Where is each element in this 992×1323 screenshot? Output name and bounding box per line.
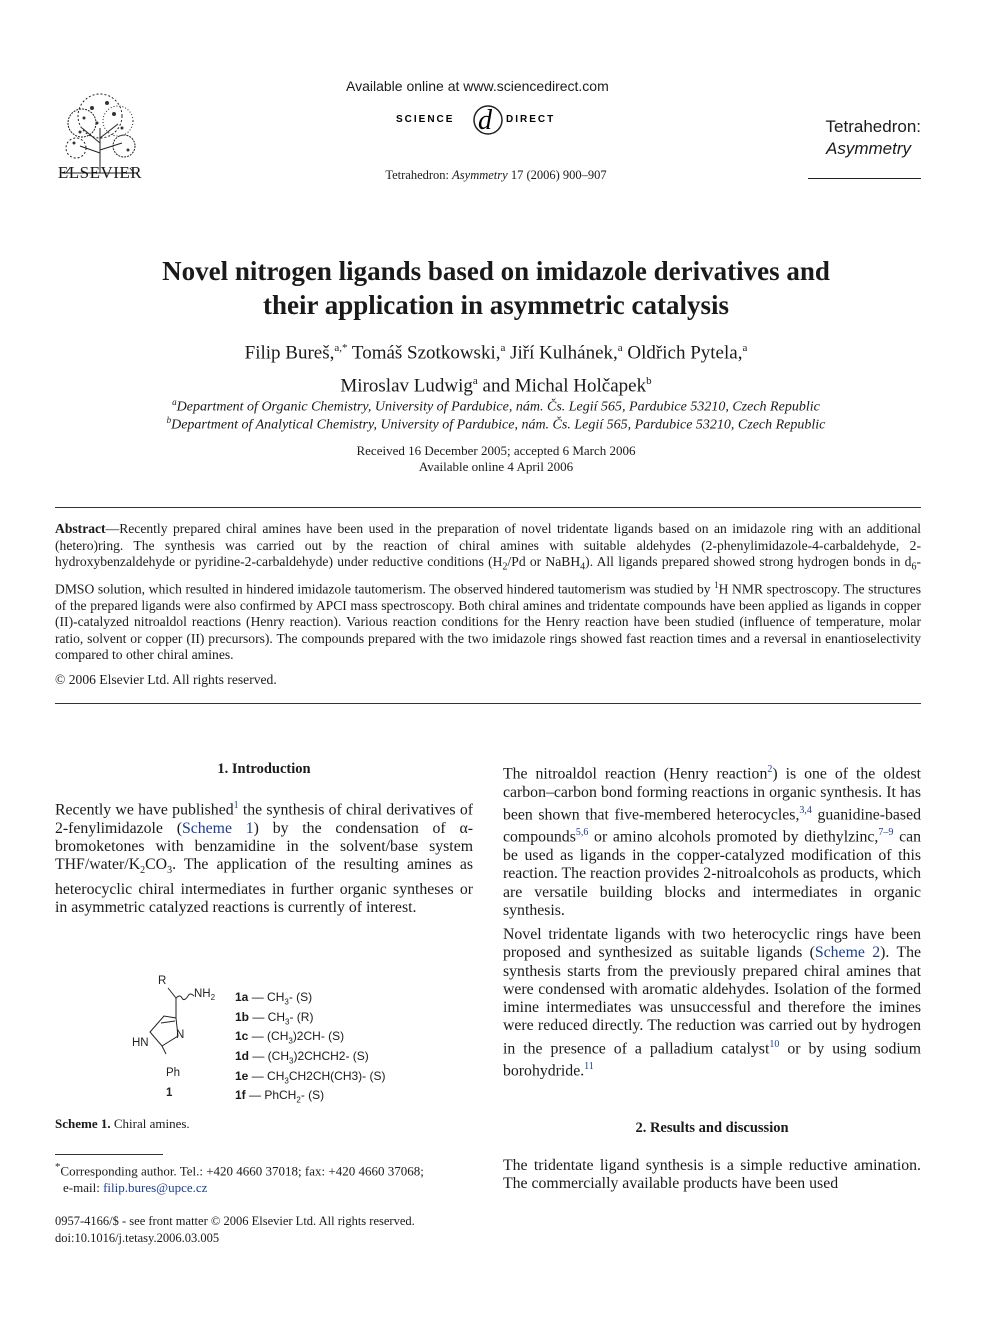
compound-rest: - (S) (300, 1088, 325, 1103)
compound-formula: — PhCH (245, 1088, 297, 1103)
compound-subscript: 3 (285, 1017, 290, 1027)
compound-subscript: 3 (284, 1076, 289, 1086)
compound-row (235, 1049, 385, 1069)
compound-rest: )2CH- (S) (292, 1029, 345, 1044)
compound-formula: — CH (248, 990, 285, 1004)
author-list: Filip Bureš,$^{a,*}$ Tomáš Szotkowski,$^a$ Jiří Kulhánek,$^a$ Oldřich Pytela,$^a$ Miroslav Ludwig$^a$ and Michal Holčapek$^b$ (244, 342, 748, 397)
ref-10-link[interactable]: 10 (769, 1038, 780, 1050)
ref-11-link[interactable]: 11 (584, 1061, 594, 1073)
compound-row (235, 990, 385, 1010)
abstract-label: Abstract (55, 521, 106, 536)
intro-paragraph: Recently we have published$^1$ the synthesis of chiral derivatives of 2-fenylimidazole (Scheme 1) by the condensation of α-bromoketones with benzamidine in the solvent/base system THF/$water/K_2CO_3$. The application of the resulting amines as heterocyclic chiral intermediates in further organic syntheses or in asymmetric catalyzed reactions is currently of interest. (55, 800, 473, 916)
journal-citation: Tetrahedron: Asymmetry 17 (2006) 900–907 (385, 168, 607, 182)
compound-row (235, 1069, 385, 1089)
compound-row (235, 1010, 385, 1030)
journal-name (805, 116, 921, 160)
compound-row (235, 1029, 385, 1049)
ref-2-link[interactable]: 2 (767, 764, 773, 775)
available-date: Available online 4 April 2006 (418, 459, 574, 474)
compound-subscript: 3 (289, 1056, 294, 1066)
compound-id: 1e (235, 1068, 249, 1083)
scheme-NH2-label: $NH_2$ (194, 988, 216, 1002)
scheme-compound-number: 1 (166, 1087, 173, 1099)
sd-direct-text: DIRECT (506, 114, 556, 125)
affiliation-a: $^a$Department of Organic Chemistry, University of Pardubice, nám. Čs. Legií 565, Pardubice 53210, Czech Republic (172, 397, 820, 415)
journal-name-line2: Asymmetry (826, 139, 911, 158)
compound-id: 1b (235, 1009, 250, 1024)
ref-5-6-link[interactable]: 5,6 (575, 827, 589, 839)
abstract-rule-top (55, 507, 921, 508)
corresponding-author-footnote: *Corresponding author. Tel.: +420 4660 37018; fax: +420 4660 37068; e-mail: filip.bures@upce.cz (55, 1161, 424, 1196)
ref-7-9-link[interactable]: 7–9 (878, 827, 894, 839)
ref-3-4-link[interactable]: 3,4 (799, 804, 812, 816)
compound-row (235, 1088, 385, 1108)
scheme-1-caption: Scheme 1. Chiral amines. (55, 1116, 190, 1131)
compound-rest: - (R) (289, 1009, 314, 1024)
scheme-HN-label: HN (132, 1037, 149, 1049)
tridentate-ligands-paragraph: Novel tridentate ligands with two heterocyclic rings have been proposed and synthesized as suitable ligands (Scheme 2). The synthesis starts from the previously prepared chiral amines that were condensed with aromatic aldehydes. Isolation of the formed imine intermediates was unsuccessful and therefore the imines were reduced directly. The reduction was carried out by hydrogen in the presence of a palladium catalyst$^{10}$ or by using sodium borohydride.$^{11}$ (503, 926, 921, 1080)
results-paragraph: The tridentate ligand synthesis is a simple reductive amination. The commercially available products have been used (503, 1157, 921, 1193)
section-heading-results: 2. Results and discussion (635, 1120, 789, 1136)
article-title: Novel nitrogen ligands based on imidazole derivatives and their application in asymmetric catalysis (162, 256, 830, 320)
compound-rest: - (S) (288, 990, 313, 1004)
compound-id: 1f (235, 1088, 246, 1103)
abstract-copyright: © 2006 Elsevier Ltd. All rights reserved. (55, 672, 277, 687)
doi-text: doi:10.1016/j.tetasy.2006.03.005 (55, 1231, 220, 1245)
scheme-Ph-label: Ph (166, 1067, 181, 1079)
scheme-N-label: N (176, 1029, 185, 1041)
journal-name-line1: Tetrahedron: (825, 117, 921, 136)
compound-list (235, 990, 385, 1108)
ref-1-link[interactable]: 1 (233, 800, 239, 811)
compound-subscript: 2 (296, 1095, 301, 1105)
scheme-R-label: R (158, 975, 167, 987)
compound-rest: )2CHCH2- (S) (293, 1049, 369, 1064)
compound-formula: — CH (248, 1068, 285, 1083)
abstract-rule-bottom (55, 703, 921, 704)
abstract: Abstract—Recently prepared chiral amines have been used in the preparation of novel tridentate ligands based on an imidazole ring with an additional (hetero)ring. The synthesis was carried out by the reaction of chiral amines with suitable aldehydes (2-phenylimidazole-4-carbaldehyde, 2-hydroxybenzaldehyde or pyridine-2-carbaldehyde) under reductive conditions ($H_2/Pd$ or NaBH$_4$). All ligands prepared showed strong hydrogen bonds in $d_6$-DMSO solution, which resulted in hindered imidazole tautomerism. The observed hindered tautomerism was studied by $^1$H NMR spectroscopy. The structures of the prepared ligands were also confirmed by APCI mass spectroscopy. Both chiral amines and tridentate compounds have been applied as ligands in copper (II)-catalyzed nitroaldol reactions (Henry reaction). Various reaction conditions for the Henry reaction have been studied (influence of temperature, molar ratio, solvent or copper (II) precursors). The compounds prepared with the two imidazole rings showed fast reaction times and a reversal in enantioselectivity compared to other chiral amines. (55, 521, 922, 663)
publisher-name: ELSEVIER (57, 163, 143, 182)
compound-id: 1c (235, 1029, 249, 1044)
sd-science-text: SCIENCE (396, 114, 455, 125)
compound-subscript: 3 (288, 1036, 293, 1046)
compound-formula: — (CH (248, 1029, 289, 1044)
compound-rest: CH2CH(CH3)- (S) (288, 1068, 386, 1083)
received-date: Received 16 December 2005; accepted 6 March 2006 (356, 443, 636, 458)
section-heading-introduction: 1. Introduction (217, 761, 311, 777)
compound-formula: — CH (249, 1009, 286, 1024)
email-link[interactable]: filip.bures@upce.cz (103, 1180, 208, 1196)
sciencedirect-logo (396, 100, 556, 140)
front-matter: 0957-4166/$ - see front matter © 2006 Elsevier Ltd. All rights reserved. doi:10.1016/j.tetasy.2006.03.005 (55, 1214, 415, 1245)
compound-formula: — (CH (249, 1049, 290, 1064)
compound-id: 1d (235, 1049, 250, 1064)
svg-text:d: d (478, 105, 492, 136)
available-online-text: Available online at www.sciencedirect.com (346, 78, 609, 94)
compound-subscript: 3 (284, 997, 289, 1007)
affiliation-b: $^b$Department of Analytical Chemistry, University of Pardubice, nám. Čs. Legií 565, Pardubice 53210, Czech Republic (166, 415, 826, 433)
footnote-rule (55, 1154, 163, 1155)
journal-rule (808, 178, 921, 179)
henry-reaction-paragraph: The nitroaldol reaction (Henry reaction$^2$) is one of the oldest carbon–carbon bond forming reactions in organic synthesis. It has been shown that five-membered heterocycles,$^{3,4}$ guanidine-based compounds$^{5,6}$ or amino alcohols promoted by diethylzinc,$^{7-9}$ can be used as ligands in the copper-catalyzed modification of this reaction. The reaction provides 2-nitroalcohols as products, which are versatile building blocks and intermediates in organic synthesis. (503, 764, 921, 919)
scheme-1-structure (120, 966, 230, 1101)
scheme-2-link[interactable]: Scheme 2 (814, 944, 881, 962)
scheme-1-link[interactable]: Scheme 1 (181, 819, 254, 837)
compound-id: 1a (235, 990, 249, 1004)
